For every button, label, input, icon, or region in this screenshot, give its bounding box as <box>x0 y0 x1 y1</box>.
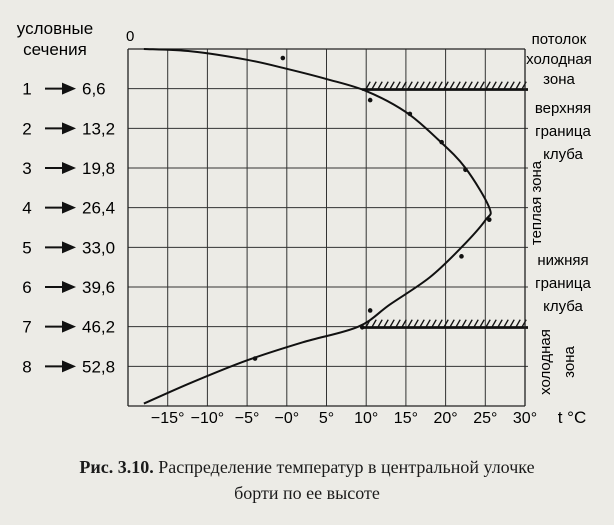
section-height: 52,8 <box>82 357 116 377</box>
boundary-hatch-lower <box>432 320 436 327</box>
boundary-hatch-lower <box>378 320 382 327</box>
zone-label-ceiling: потолок <box>531 31 587 48</box>
data-point <box>360 325 365 330</box>
section-arrow-head <box>62 281 76 293</box>
data-point <box>463 168 468 173</box>
zone-label-cold-top-1: холодная <box>526 51 592 68</box>
zone-label-lower-boundary-2: граница <box>535 275 591 292</box>
data-point <box>368 308 373 313</box>
grid <box>128 49 528 406</box>
boundary-hatch-upper <box>468 82 472 89</box>
boundary-hatch-upper <box>456 82 460 89</box>
boundary-hatch-upper <box>372 82 376 89</box>
x-tick-label: −15° <box>150 410 185 427</box>
data-point <box>439 140 444 145</box>
boundary-hatch-upper <box>444 82 448 89</box>
section-height: 46,2 <box>82 317 116 337</box>
data-point <box>459 254 464 259</box>
boundary-hatch-upper <box>486 82 490 89</box>
boundary-hatch-upper <box>498 82 502 89</box>
x-tick-label: −5° <box>234 410 260 427</box>
section-number: 1 <box>22 79 32 99</box>
boundary-hatch-upper <box>384 82 388 89</box>
boundary-hatch-upper <box>414 82 418 89</box>
data-point <box>487 217 492 222</box>
data-series <box>144 49 492 404</box>
boundary-hatch-upper <box>378 82 382 89</box>
section-number: 6 <box>22 278 32 297</box>
boundary-hatch-lower <box>462 320 466 327</box>
boundary-hatch-lower <box>426 320 430 327</box>
section-height: 19,8 <box>82 159 116 178</box>
zone-label-warm: теплая зона <box>528 160 545 246</box>
boundary-hatch-lower <box>510 320 514 327</box>
section-height: 6,6 <box>82 79 106 99</box>
x-tick-label: 25° <box>473 410 498 427</box>
boundary-hatch-upper <box>480 82 484 89</box>
boundary-hatch-lower <box>450 320 454 327</box>
boundary-hatch-upper <box>438 82 442 89</box>
section-arrow-head <box>62 122 76 134</box>
boundary-hatch-lower <box>498 320 502 327</box>
boundary-hatch-upper <box>420 82 424 89</box>
boundary-hatch-upper <box>474 82 478 89</box>
boundary-hatch-upper <box>462 82 466 89</box>
section-arrow-head <box>62 83 76 95</box>
section-height: 26,4 <box>82 198 116 218</box>
section-height: 39,6 <box>82 278 116 297</box>
boundary-hatch-upper <box>366 82 370 89</box>
section-number: 8 <box>22 357 32 377</box>
figure-caption <box>0 454 614 506</box>
boundary-hatch-lower <box>372 320 376 327</box>
zone-label-upper-boundary-3: клуба <box>543 146 583 163</box>
boundary-hatch-lower <box>468 320 472 327</box>
boundary-hatch-lower <box>504 320 508 327</box>
section-labels <box>22 80 115 377</box>
zone-label-upper-boundary-2: граница <box>535 123 591 140</box>
boundary-hatch-upper <box>426 82 430 89</box>
boundary-hatch-lower <box>474 320 478 327</box>
caption-label: Рис. 3.10. <box>79 457 154 477</box>
sections-header-line1: условные <box>16 19 94 38</box>
section-number: 4 <box>22 198 32 218</box>
boundary-hatch-lower <box>486 320 490 327</box>
boundary-hatch-lower <box>444 320 448 327</box>
boundary-hatch-upper <box>510 82 514 89</box>
zone-label-cold-bottom-2: зона <box>561 346 578 378</box>
boundary-hatch-lower <box>516 320 520 327</box>
section-number: 3 <box>22 159 32 178</box>
temperature-curve <box>144 49 491 404</box>
boundary-hatch-lower <box>492 320 496 327</box>
boundary-hatch-upper <box>390 82 394 89</box>
x-axis-label: t °C <box>557 408 587 427</box>
sections-header-line2: сечения <box>23 40 87 59</box>
section-height: 13,2 <box>82 119 116 139</box>
zone-label-upper-boundary-1: верхняя <box>534 100 592 117</box>
x-tick-labels <box>151 410 537 427</box>
boundary-hatch-lower <box>480 320 484 327</box>
y-zero-label: 0 <box>126 28 135 45</box>
data-point <box>281 56 286 61</box>
boundary-hatch-lower <box>390 320 394 327</box>
boundary-hatch-upper <box>396 82 400 89</box>
section-number: 5 <box>22 238 32 258</box>
boundary-hatch-upper <box>432 82 436 89</box>
boundary-hatch-lower <box>456 320 460 327</box>
boundary-hatch-lower <box>408 320 412 327</box>
boundary-hatch-upper <box>408 82 412 89</box>
data-point <box>408 112 413 117</box>
boundary-hatch-lower <box>420 320 424 327</box>
zone-label-lower-boundary-1: нижняя <box>537 252 589 269</box>
x-tick-label: −0° <box>274 410 300 427</box>
zone-label-lower-boundary-3: клуба <box>543 298 583 315</box>
data-point <box>253 356 258 361</box>
x-tick-label: 10° <box>354 410 379 427</box>
x-tick-label: −10° <box>190 410 225 427</box>
section-arrow-head <box>62 321 76 333</box>
caption-text-line1: Распределение температур в центральной улочке <box>158 457 535 477</box>
zone-label-cold-top-2: зона <box>543 71 575 88</box>
boundary-hatch-upper <box>492 82 496 89</box>
boundary-hatch-upper <box>516 82 520 89</box>
boundary-hatch-lower <box>396 320 400 327</box>
x-tick-label: 30° <box>512 410 538 427</box>
zone-label-cold-bottom-1: холодная <box>537 329 554 395</box>
boundary-hatch-lower <box>438 320 442 327</box>
section-arrow-head <box>62 241 76 253</box>
data-point <box>368 98 373 103</box>
section-arrow-head <box>62 202 76 214</box>
x-tick-label: 20° <box>433 410 458 427</box>
boundary-hatch-lower <box>414 320 418 327</box>
x-tick-label: 15° <box>393 410 419 427</box>
section-height: 33,0 <box>82 238 116 258</box>
section-arrow-head <box>62 360 76 372</box>
section-number: 7 <box>22 317 32 337</box>
boundary-hatch-lower <box>384 320 388 327</box>
boundary-hatch-upper <box>504 82 508 89</box>
boundary-hatch-upper <box>450 82 454 89</box>
section-number: 2 <box>22 119 32 139</box>
section-arrow-head <box>62 162 76 174</box>
x-tick-label: 5° <box>318 410 335 427</box>
caption-text-line2: борти по ее высоте <box>234 483 380 503</box>
